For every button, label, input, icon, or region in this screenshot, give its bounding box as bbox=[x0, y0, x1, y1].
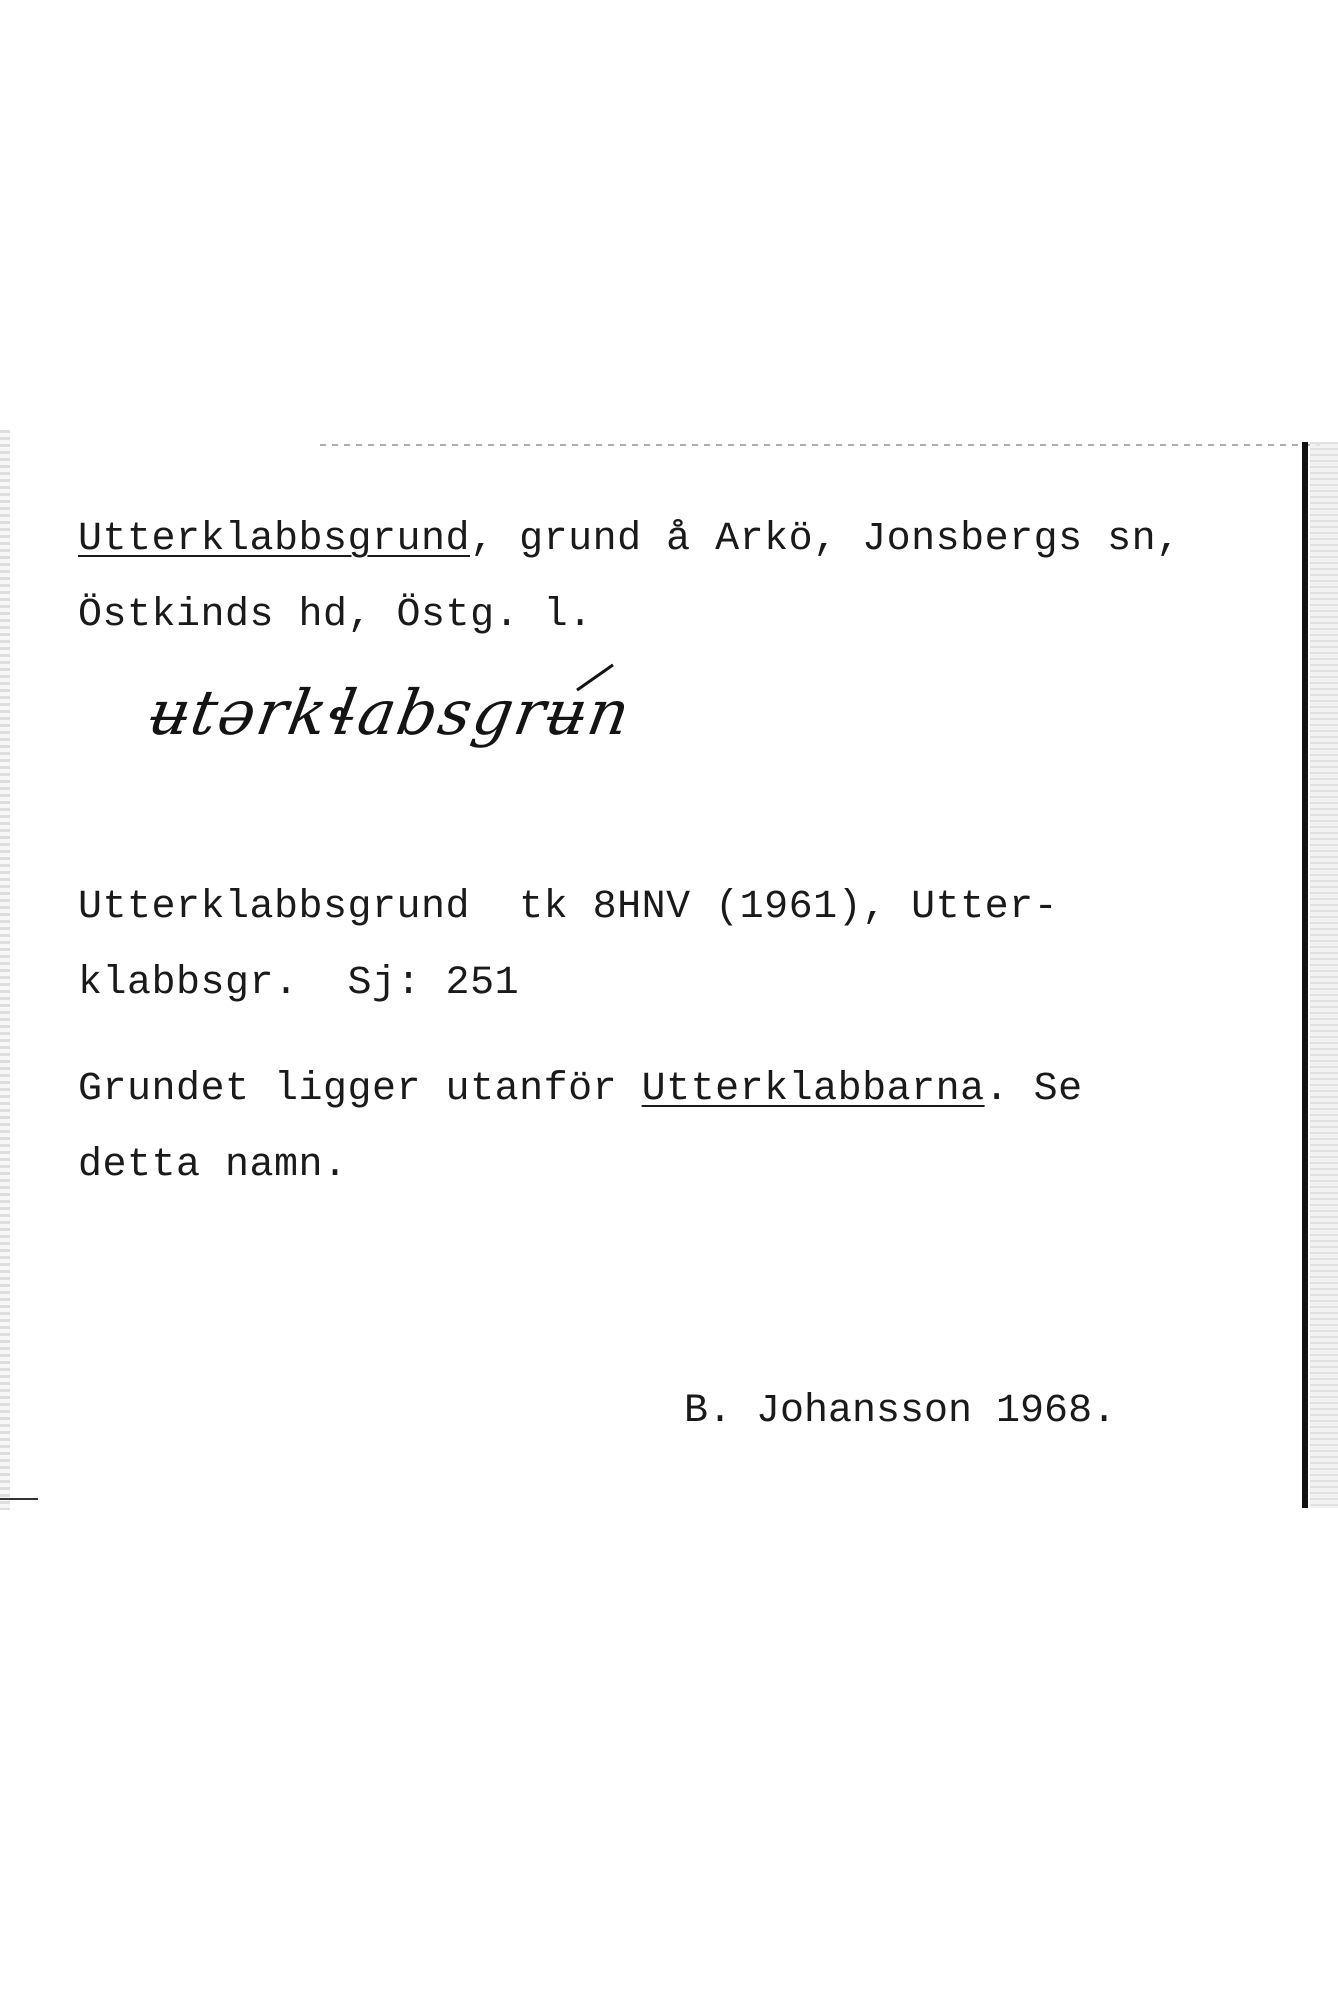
note-text-end: . Se bbox=[984, 1067, 1083, 1112]
handwritten-pronunciation: ʉtərkɬabsgrʉn bbox=[143, 676, 637, 749]
source-line-1: Utterklabbsgrund tk 8HNV (1961), Utter- bbox=[78, 885, 1059, 930]
scan-left-edge bbox=[0, 430, 10, 1510]
entry-heading-line bbox=[78, 516, 1181, 564]
source-line-2: klabbsgr. Sj: 251 bbox=[78, 961, 520, 1006]
card-bottom-tick bbox=[0, 1498, 38, 1500]
card-top-edge bbox=[320, 444, 1320, 446]
entry-location: , grund å Arkö, Jonsbergs sn, bbox=[470, 517, 1181, 562]
note-line-1 bbox=[78, 1066, 1083, 1114]
entry-headword: Utterklabbsgrund bbox=[78, 517, 471, 562]
author-signature: B. Johansson 1968. bbox=[684, 1389, 1117, 1434]
note-line-2: detta namn. bbox=[78, 1143, 348, 1188]
scan-right-edge bbox=[1310, 442, 1338, 1508]
note-text: Grundet ligger utanför bbox=[78, 1067, 642, 1112]
entry-district-line: Östkinds hd, Östg. l. bbox=[78, 593, 593, 638]
cross-reference: Utterklabbarna bbox=[641, 1067, 985, 1112]
card-right-border bbox=[1302, 442, 1308, 1508]
